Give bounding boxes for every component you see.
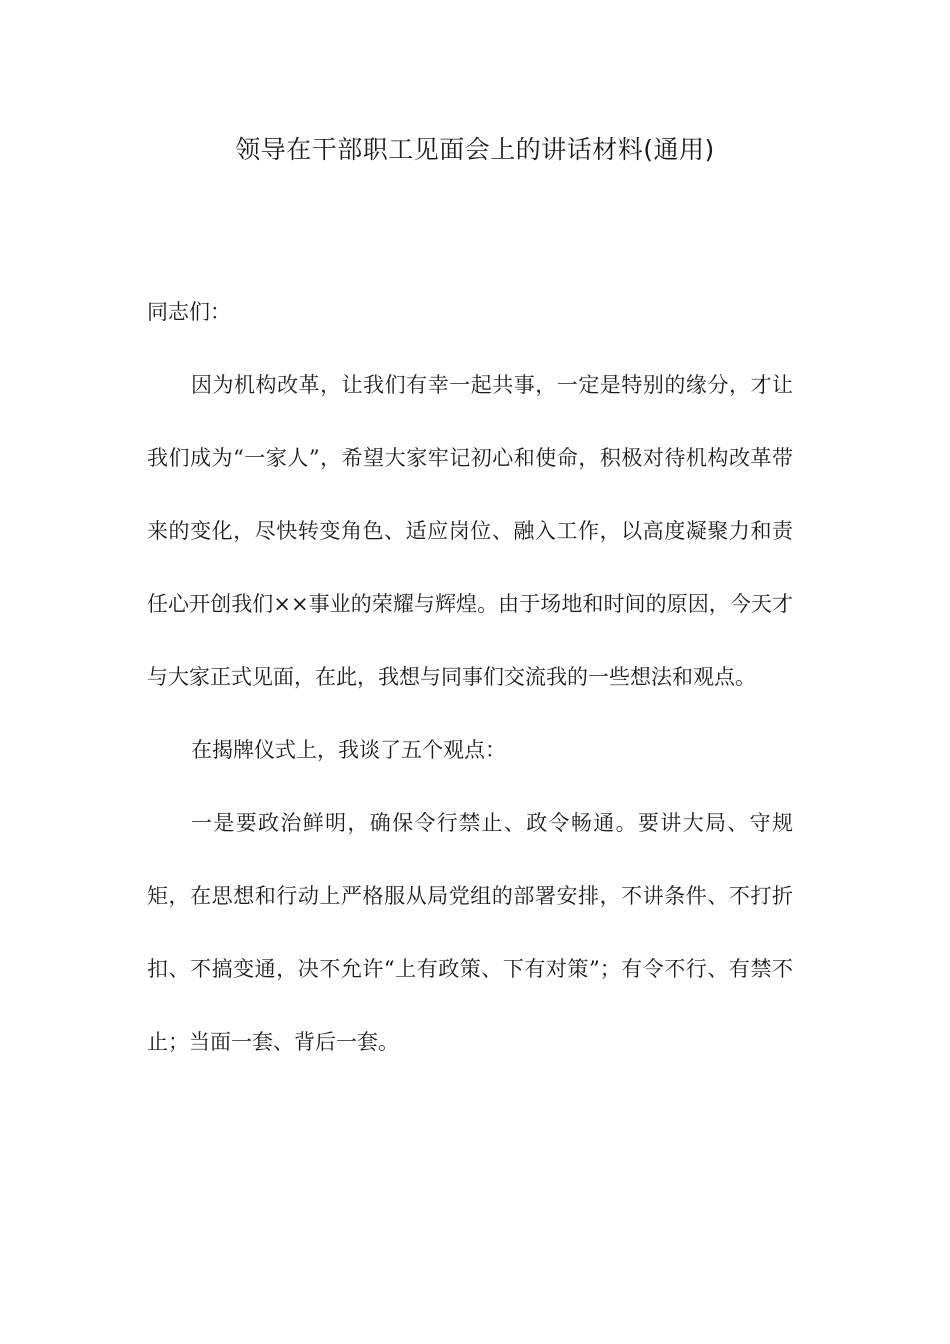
paragraph-2: 在揭牌仪式上，我谈了五个观点： xyxy=(191,738,506,762)
paragraph-1: 因为机构改革，让我们有幸一起共事，一定是特别的缘分，才让我们成为“一家人”，希望大家牢记初心和使命，积极对待机构改革带来的变化，尽快转变角色、适应岗位、融入工作，以高度凝聚力和责任心开创我们××事业的荣耀与辉煌。由于场地和时间的原因，今天才与大家正式见面，在此，我想与同事们交流我的一些想法和观点。 xyxy=(147,373,793,689)
document-title: 领导在干部职工见面会上的讲话材料(通用) xyxy=(235,135,715,164)
paragraph-3: 一是要政治鲜明，确保令行禁止、政令畅通。要讲大局、守规矩，在思想和行动上严格服从局党组的部署安排，不讲条件、不打折扣、不搞变通，决不允许“上有政策、下有对策”；有令不行、有禁不止；当面一套、背后一套。 xyxy=(147,811,793,1054)
salutation: 同志们： xyxy=(147,300,231,324)
document-body xyxy=(147,276,793,1079)
